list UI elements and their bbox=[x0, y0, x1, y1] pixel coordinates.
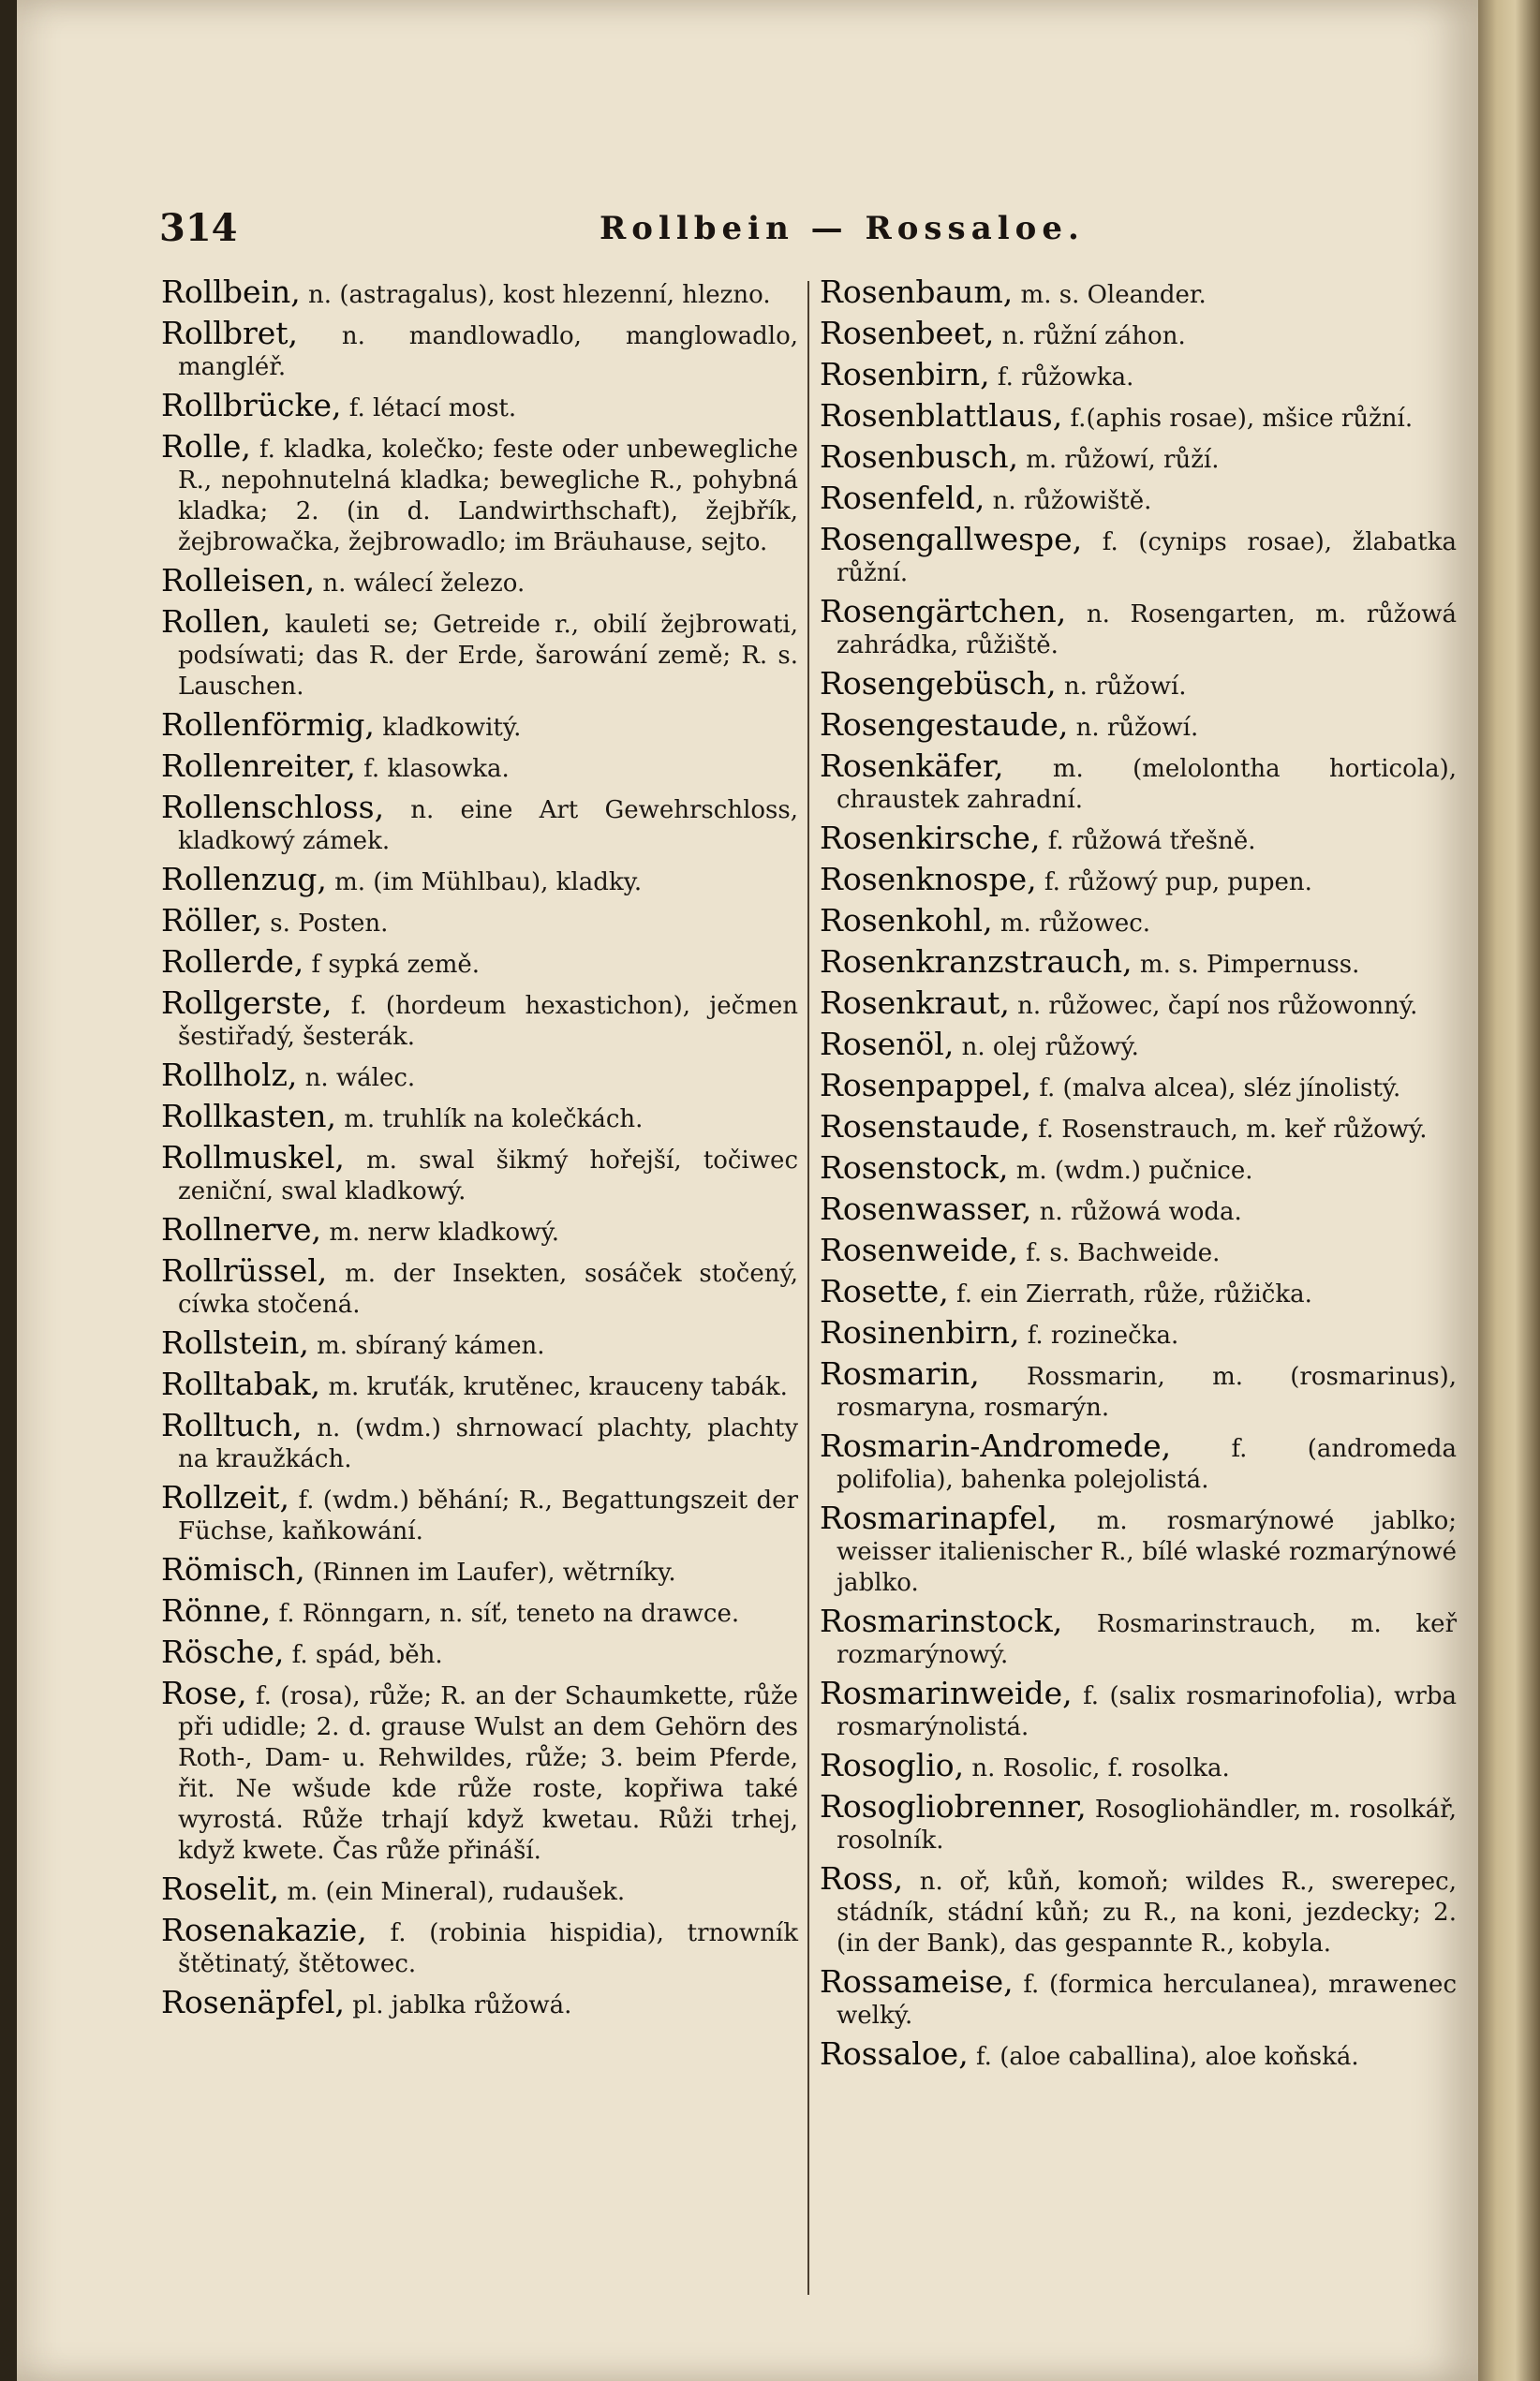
entry-definition: Rosogliohändler, m. rosolkář, rosolník. bbox=[837, 1796, 1458, 1855]
entry-headword: Rollen, bbox=[161, 603, 272, 640]
dictionary-entry bbox=[820, 822, 1457, 857]
dictionary-entry bbox=[161, 387, 798, 424]
entry-headword: Rollnerve, bbox=[161, 1211, 322, 1248]
left-column bbox=[161, 276, 798, 2028]
entry-definition: kladkowitý. bbox=[382, 714, 522, 742]
entry-definition: f. (salix rosmarinofolia), wrba rosmarýnolistá. bbox=[837, 1682, 1458, 1741]
entry-definition: m. truhlík na kolečkách. bbox=[344, 1105, 644, 1133]
entry-headword: Rollmuskel, bbox=[161, 1139, 345, 1176]
entry-headword: Rosenkäfer, bbox=[820, 747, 1004, 784]
entry-definition: n. oř, kůň, komoň; wildes R., swereрес, stádník, stádní kůň; zu R., na koni, jezdecky; 2. (in der Bank), das gespannte R., kobyla. bbox=[837, 1868, 1457, 1958]
dictionary-entry bbox=[161, 1407, 799, 1475]
dictionary-entry bbox=[161, 747, 798, 785]
entry-headword: Rollenreiter, bbox=[161, 747, 356, 784]
entry-definition: f. (wdm.) běhání; R., Begattungszeit der Füchse, kaňkowání. bbox=[178, 1486, 799, 1545]
entry-definition: f. (rosa), růže; R. an der Schaumkette, růže při udidle; 2. d. grause Wulst an dem Gehörn des Roth-, Dam- u. Rehwildes, růže; 3. beim Pferde, řit. Ne wšude kde růže roste, kopřiwa také wyrostá. Růže trhají když kwetau. Růži trhej, když kwete. Čas růže přináší. bbox=[178, 1682, 798, 1865]
entry-headword: Rosinenbirn, bbox=[820, 1314, 1020, 1351]
entry-definition: f. ein Zierrath, růže, růžička. bbox=[956, 1280, 1312, 1309]
entry-definition: n. růžowí. bbox=[1063, 673, 1187, 701]
entry-headword: Rosengärtchen, bbox=[820, 593, 1067, 629]
entry-headword: Rollkasten, bbox=[161, 1098, 336, 1134]
dictionary-entry bbox=[820, 1747, 1457, 1784]
dictionary-entry bbox=[820, 276, 1457, 311]
entry-definition: f. létací most. bbox=[348, 394, 517, 422]
entry-headword: Rollgerste, bbox=[161, 984, 333, 1021]
entry-headword: Rönne, bbox=[161, 1592, 272, 1629]
entry-definition: m. rosmarýnowé jablko; weisser italienischer R., bílé wlaské rozmarýnowé jablko. bbox=[837, 1507, 1457, 1597]
entry-headword: Rolltuch, bbox=[161, 1407, 303, 1443]
entry-definition: m. (melolontha horticola), chraustek zahradní. bbox=[837, 755, 1457, 814]
entry-definition: f. klasowka. bbox=[363, 755, 510, 783]
entry-definition: m. s. Oleander. bbox=[1020, 281, 1207, 309]
entry-definition: n. Rosolic, f. rosolka. bbox=[971, 1754, 1230, 1782]
entry-definition: n. růžowec, čapí nos růžowonný. bbox=[1017, 992, 1418, 1020]
entry-headword: Rollerde, bbox=[161, 943, 304, 980]
entry-headword: Rollbein, bbox=[161, 274, 301, 310]
entry-headword: Rolltabak, bbox=[161, 1366, 321, 1402]
dictionary-entry bbox=[820, 1190, 1457, 1228]
entry-definition: Rossmarin, m. (rosmarinus), rosmaryna, rosmarýn. bbox=[837, 1363, 1457, 1422]
entry-headword: Rosmarin, bbox=[820, 1355, 980, 1392]
entry-headword: Rosenakazie, bbox=[161, 1912, 367, 1948]
dictionary-entry bbox=[820, 593, 1457, 661]
entry-definition: m. (wdm.) pučnice. bbox=[1015, 1157, 1253, 1185]
page-edge bbox=[1478, 0, 1540, 2381]
dictionary-entry bbox=[820, 1675, 1458, 1743]
dictionary-entry bbox=[161, 562, 798, 599]
entry-headword: Rosenäpfel, bbox=[161, 1984, 346, 2020]
dictionary-entry bbox=[820, 1355, 1457, 1424]
dictionary-entry bbox=[161, 1059, 798, 1094]
entry-definition: n. olej růžowý. bbox=[961, 1033, 1139, 1061]
entry-definition: m. der Insekten, sosáček stočený, cíwka stočená. bbox=[178, 1260, 798, 1319]
entry-headword: Rollbrücke, bbox=[161, 387, 342, 423]
dictionary-entry bbox=[161, 428, 798, 558]
entry-definition: m. nerw kladkowý. bbox=[329, 1219, 559, 1247]
entry-definition: f sypká země. bbox=[311, 951, 481, 979]
dictionary-entry bbox=[161, 603, 799, 702]
entry-headword: Rollenschloss, bbox=[161, 789, 385, 825]
running-head: Rollbein — Rossaloe. bbox=[600, 210, 1085, 247]
column-divider bbox=[807, 281, 809, 2295]
entry-definition: f. rozinečka. bbox=[1027, 1322, 1179, 1350]
entry-headword: Rosoglio, bbox=[820, 1747, 965, 1783]
dictionary-entry bbox=[161, 902, 798, 939]
dictionary-entry bbox=[820, 861, 1457, 898]
dictionary-entry bbox=[161, 861, 798, 898]
entry-headword: Rollholz, bbox=[161, 1057, 298, 1093]
dictionary-entry bbox=[161, 1873, 798, 1908]
dictionary-entry bbox=[820, 902, 1457, 939]
dictionary-entry bbox=[161, 791, 798, 857]
entry-definition: n. růžowí. bbox=[1075, 714, 1199, 742]
dictionary-entry bbox=[820, 1605, 1457, 1671]
dictionary-entry bbox=[161, 1551, 798, 1589]
entry-headword: Ross, bbox=[820, 1860, 904, 1897]
entry-definition: m. s. Pimpernuss. bbox=[1139, 951, 1360, 979]
dictionary-entry bbox=[820, 1963, 1458, 2032]
entry-headword: Rosengallwespe, bbox=[820, 521, 1083, 557]
dictionary-entry bbox=[820, 747, 1457, 816]
entry-definition: f. (hordeum hexastichon), ječmen šestiřadý, šesterák. bbox=[178, 992, 799, 1051]
dictionary-entry bbox=[161, 1324, 798, 1362]
entry-headword: Rosenweide, bbox=[820, 1232, 1018, 1268]
entry-headword: Rollenzug, bbox=[161, 861, 327, 897]
dictionary-entry bbox=[820, 1028, 1457, 1063]
entry-definition: f. spád, běh. bbox=[291, 1641, 443, 1669]
entry-definition: f. růžowý pup, pupen. bbox=[1044, 868, 1312, 896]
dictionary-entry bbox=[820, 315, 1457, 352]
entry-definition: kauleti se; Getreide r., obilí žejbrowati, podsíwati; das R. der Erde, šarowání země; R. s. Lauschen. bbox=[178, 611, 799, 701]
dictionary-entry bbox=[820, 1067, 1457, 1104]
dictionary-entry bbox=[820, 1860, 1457, 1960]
dictionary-entry bbox=[820, 1149, 1457, 1187]
entry-headword: Rosenbaum, bbox=[820, 274, 1014, 310]
entry-definition: m. (im Mühlbau), kladky. bbox=[334, 868, 643, 896]
entry-headword: Rosenwasser, bbox=[820, 1190, 1032, 1227]
entry-headword: Rosenkirsche, bbox=[820, 820, 1041, 856]
entry-definition: n. růžowiště. bbox=[992, 487, 1152, 515]
entry-definition: f. Rosenstrauch, m. keř růžowý. bbox=[1037, 1116, 1428, 1144]
entry-definition: f.(aphis rosae), mšice růžní. bbox=[1070, 405, 1414, 433]
entry-headword: Rossaloe, bbox=[820, 2035, 969, 2072]
entry-headword: Rossameise, bbox=[820, 1963, 1014, 2000]
entry-definition: f. (robinia hispidia), trnowník štětinatý, štětowec. bbox=[178, 1919, 799, 1978]
entry-headword: Rosenstock, bbox=[820, 1149, 1009, 1186]
entry-headword: Roselit, bbox=[161, 1871, 280, 1907]
entry-definition: f. růžowá třešně. bbox=[1047, 827, 1256, 855]
entry-headword: Rosogliobrenner, bbox=[820, 1788, 1087, 1825]
entry-definition: m. (ein Mineral), rudaušek. bbox=[287, 1878, 626, 1906]
entry-definition: Rosmarinstrauch, m. keř rozmarýnowý. bbox=[837, 1610, 1457, 1669]
dictionary-entry bbox=[820, 482, 1457, 517]
entry-headword: Rosenbeet, bbox=[820, 315, 995, 351]
dictionary-entry bbox=[820, 2035, 1457, 2073]
entry-definition: m. sbíraný kámen. bbox=[317, 1332, 545, 1360]
dictionary-entry bbox=[161, 1479, 799, 1547]
entry-definition: n. Rosengarten, m. růžowá zahrádka, růžiště. bbox=[837, 600, 1457, 659]
dictionary-entry bbox=[161, 1211, 798, 1249]
entry-headword: Röller, bbox=[161, 902, 262, 939]
entry-definition: n. (astragalus), kost hlezenní, hlezno. bbox=[308, 281, 771, 309]
entry-headword: Rosmarinapfel, bbox=[820, 1500, 1058, 1536]
dictionary-entry bbox=[161, 1139, 799, 1207]
page-header bbox=[159, 206, 1452, 253]
entry-headword: Rosette, bbox=[820, 1273, 949, 1309]
dictionary-entry bbox=[820, 521, 1457, 589]
entry-headword: Rolle, bbox=[161, 428, 251, 465]
dictionary-entry bbox=[161, 943, 798, 981]
dictionary-entry bbox=[161, 1592, 798, 1630]
dictionary-entry bbox=[820, 438, 1457, 476]
entry-definition: n. mandlowadlo, manglowadlo, mangléř. bbox=[178, 322, 798, 381]
dictionary-entry bbox=[820, 706, 1457, 744]
entry-definition: s. Posten. bbox=[270, 910, 389, 938]
entry-headword: Rosmarinweide, bbox=[820, 1675, 1073, 1711]
entry-definition: m. swal šikmý hořejší, točiwec zeniční, swal kladkowý. bbox=[178, 1146, 799, 1205]
dictionary-entry bbox=[161, 1912, 799, 1980]
entry-headword: Rosenfeld, bbox=[820, 480, 985, 516]
entry-headword: Rosengebüsch, bbox=[820, 665, 1057, 702]
entry-headword: Rosenbirn, bbox=[820, 356, 990, 392]
entry-headword: Rosenstaude, bbox=[820, 1108, 1030, 1145]
entry-definition: n. (wdm.) shrnowací plachty, plachty na kraužkách. bbox=[178, 1414, 799, 1473]
entry-headword: Rosmarinstock, bbox=[820, 1603, 1063, 1639]
entry-headword: Rollstein, bbox=[161, 1324, 309, 1361]
entry-headword: Rose, bbox=[161, 1675, 247, 1711]
entry-headword: Rosenkranzstrauch, bbox=[820, 943, 1133, 980]
dictionary-entry bbox=[161, 1675, 798, 1867]
dictionary-entry bbox=[820, 1314, 1457, 1352]
entry-headword: Rosenblattlaus, bbox=[820, 397, 1063, 434]
entry-headword: Rosenkraut, bbox=[820, 984, 1010, 1021]
page-number: 314 bbox=[159, 206, 238, 250]
dictionary-entry bbox=[161, 706, 798, 744]
entry-definition: n. růžní záhon. bbox=[1001, 322, 1186, 350]
dictionary-entry bbox=[820, 397, 1457, 435]
entry-headword: Rosenpappel, bbox=[820, 1067, 1032, 1103]
entry-definition: f. Rönngarn, n. síť, teneto na drawce. bbox=[278, 1600, 740, 1628]
dictionary-entry bbox=[820, 356, 1457, 393]
dictionary-entry bbox=[161, 1098, 798, 1135]
entry-definition: pl. jablka růžowá. bbox=[352, 1991, 572, 2019]
dictionary-entry bbox=[820, 665, 1457, 702]
entry-definition: m. růžowec. bbox=[1000, 910, 1151, 938]
entry-headword: Rollzeit, bbox=[161, 1479, 290, 1516]
entry-definition: m. růžowí, růží. bbox=[1026, 446, 1220, 474]
entry-definition: f. s. Bachweide. bbox=[1026, 1239, 1221, 1267]
dictionary-entry bbox=[161, 984, 799, 1053]
dictionary-entry bbox=[820, 1273, 1457, 1310]
dictionary-entry bbox=[820, 1232, 1457, 1269]
entry-definition: n. wálecí železo. bbox=[322, 569, 526, 598]
dictionary-entry bbox=[820, 943, 1457, 981]
entry-headword: Rollenförmig, bbox=[161, 706, 375, 743]
entry-headword: Rollbret, bbox=[161, 315, 299, 351]
entry-definition: n. wálec. bbox=[304, 1064, 416, 1092]
dictionary-entry bbox=[820, 1502, 1457, 1599]
entry-headword: Rosmarin-Andromede, bbox=[820, 1427, 1172, 1464]
dictionary-entry bbox=[161, 276, 798, 311]
entry-definition: f. (malva alcea), sléz jínolistý. bbox=[1039, 1074, 1401, 1102]
entry-definition: n. eine Art Gewehrschloss, kladkowý zámek. bbox=[178, 796, 798, 855]
dictionary-entry bbox=[820, 1427, 1457, 1496]
entry-definition: f. (cynips rosae), žlabatka růžní. bbox=[837, 528, 1457, 587]
right-column bbox=[820, 276, 1457, 2079]
entry-headword: Rosenbusch, bbox=[820, 438, 1018, 475]
entry-headword: Rollrüssel, bbox=[161, 1252, 328, 1289]
entry-headword: Rosenknospe, bbox=[820, 861, 1037, 897]
entry-definition: f. (aloe caballina), aloe koňská. bbox=[975, 2043, 1359, 2071]
entry-definition: n. růžowá woda. bbox=[1039, 1198, 1242, 1226]
entry-headword: Rosenöl, bbox=[820, 1026, 955, 1062]
entry-headword: Rosenkohl, bbox=[820, 902, 993, 939]
entry-headword: Rosengestaude, bbox=[820, 706, 1069, 743]
entry-definition: f. růžowka. bbox=[997, 363, 1134, 392]
dictionary-entry bbox=[820, 1788, 1458, 1856]
entry-definition: f. (andromeda polifolia), bahenka polejolistá. bbox=[837, 1435, 1457, 1494]
entry-headword: Römisch, bbox=[161, 1551, 305, 1588]
dictionary-entry bbox=[161, 315, 798, 383]
dictionary-entry bbox=[161, 1636, 798, 1671]
dictionary-entry bbox=[820, 1108, 1457, 1146]
entry-headword: Rösche, bbox=[161, 1634, 285, 1670]
dictionary-entry bbox=[161, 1252, 798, 1321]
entry-definition: f. kladka, kolečko; feste oder unbewegliche R., nepohnutelná kladka; bewegliche R., pohybná kladka; 2. (in d. Landwirthschaft), žejbřík, žejbrowačka, žejbrowadlo; im Bräuhause, sejto. bbox=[178, 436, 798, 556]
dictionary-entry bbox=[161, 1984, 798, 2021]
dictionary-entry bbox=[820, 984, 1457, 1022]
dictionary-entry bbox=[161, 1368, 798, 1403]
entry-definition: (Rinnen im Laufer), wětrníky. bbox=[313, 1559, 676, 1587]
entry-headword: Rolleisen, bbox=[161, 562, 316, 599]
entry-definition: m. kruťák, krutěnec, krauceny tabák. bbox=[328, 1373, 788, 1401]
entry-definition: f. (formica herculanea), mrawenec welký. bbox=[837, 1971, 1458, 2030]
